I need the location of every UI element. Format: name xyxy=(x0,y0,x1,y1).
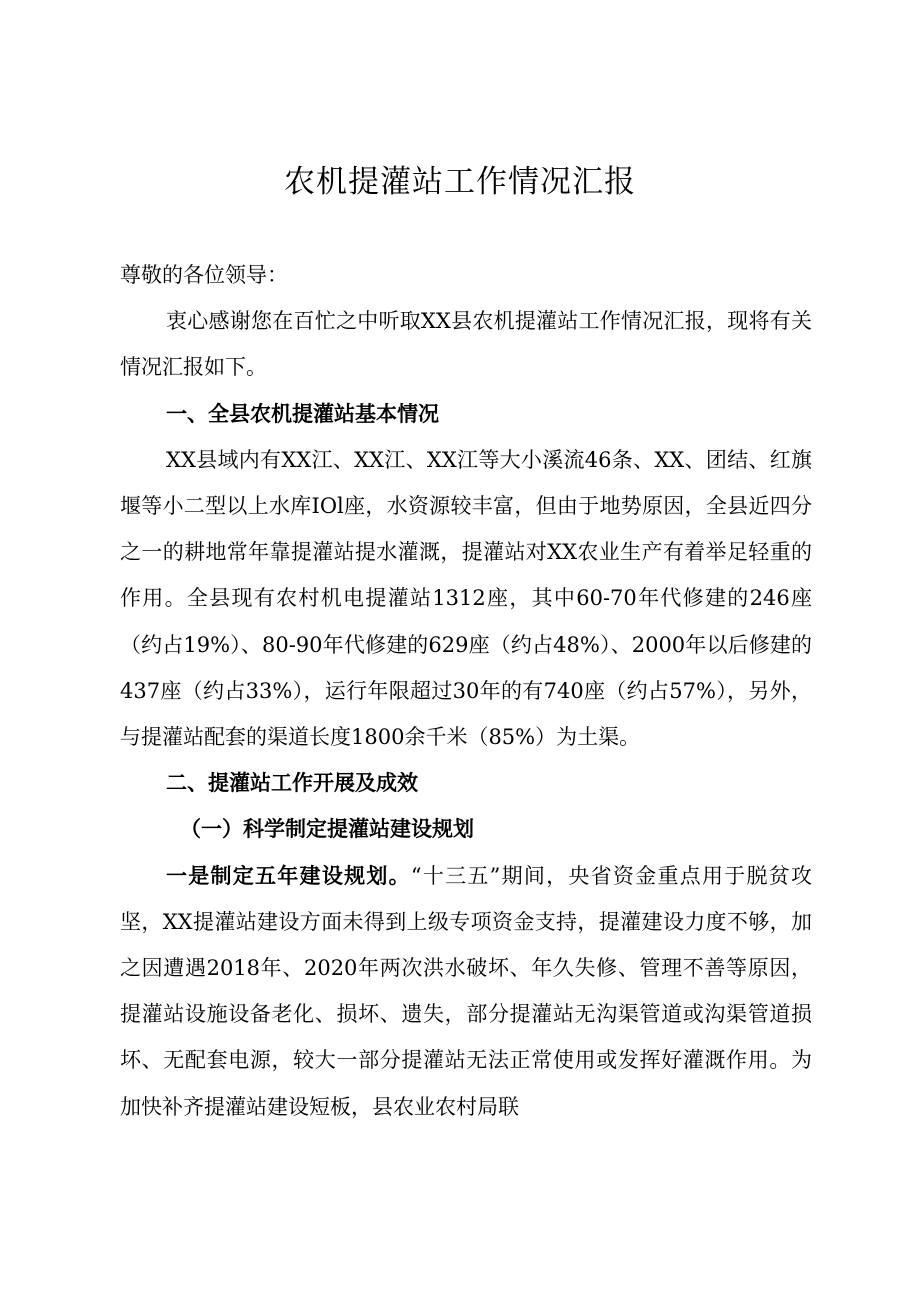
subsection1-heading: （一）科学制定提灌站建设规划 xyxy=(180,816,474,842)
plan-paragraph xyxy=(120,853,812,1130)
salutation: 尊敬的各位领导： xyxy=(120,263,288,287)
intro-paragraph: 衷心感谢您在百忙之中听取XX县农机提灌站工作情况汇报，现将有关情况汇报如下。 xyxy=(120,309,812,380)
document-title: 农机提灌站工作情况汇报 xyxy=(284,164,636,200)
section2-heading: 二、提灌站工作开展及成效 xyxy=(166,770,418,796)
plan-paragraph-lead: 一是制定五年建设规划。 xyxy=(166,862,411,888)
plan-paragraph-text: “十三五”期间，央省资金重点用于脱贫攻坚，XX提灌站建设方面未得到上级专项资金支持，提灌建设力度不够，加之因遭遇2018年、2020年两次洪水破坏、年久失修、管理不善等原因，提灌站设施设备老化、损坏、遗失，部分提灌站无沟渠管道或沟渠管道损坏、无配套电源，较大一部分提灌站无法正常使用或发挥好灌溉作用。为加快补齐提灌站建设短板，县农业农村局联 xyxy=(120,863,812,1119)
document-body xyxy=(120,252,812,1130)
section1-paragraph: XX县域内有XX江、XX江、XX江等大小溪流46条、XX、团结、红旗堰等小二型以上水库IOl座，水资源较丰富，但由于地势原因，全县近四分之一的耕地常年靠提灌站提水灌溉，提灌站对XX农业生产有着举足轻重的作用。全县现有农村机电提灌站1312座，其中60-70年代修建的246座（约占19%）、80-90年代修建的629座（约占48%）、2000年以后修建的437座（约占33%），运行年限超过30年的有740座（约占57%），另外，与提灌站配套的渠道长度1800余千米（85%）为土渠。 xyxy=(120,447,812,750)
section1-heading: 一、全县农机提灌站基本情况 xyxy=(166,400,439,426)
